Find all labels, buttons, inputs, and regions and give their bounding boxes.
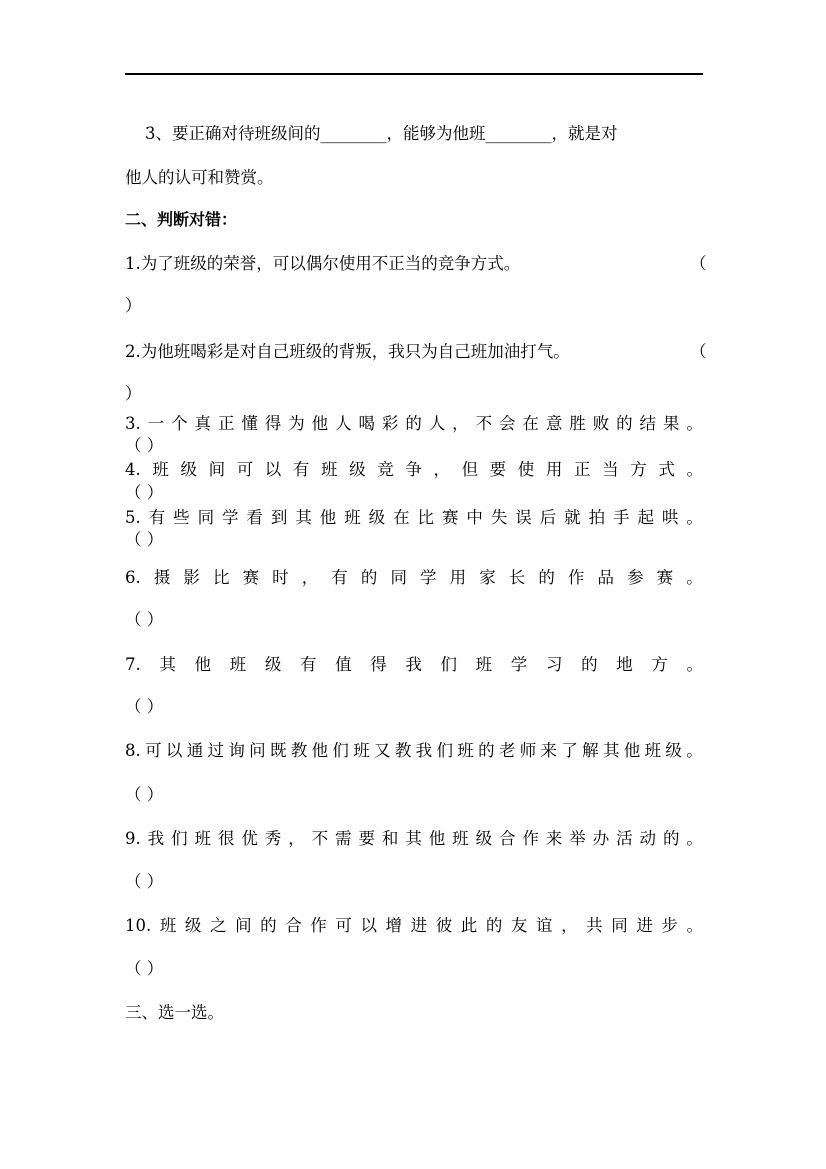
fill-blank-q3-line1: 3、要正确对待班级间的________，能够为他班________，就是对 bbox=[145, 124, 618, 143]
tf-item-10: 10. 班 级 之 间 的 合 作 可 以 增 进 彼 此 的 友 谊 ， 共 同 进 步 。 bbox=[125, 916, 703, 935]
fill-blank-q3-line2: 他人的认可和赞赏。 bbox=[125, 168, 274, 187]
header-rule bbox=[125, 73, 703, 75]
tf-item-7: 7. 其 他 班 级 有 值 得 我 们 班 学 习 的 地 方 。 bbox=[125, 655, 703, 674]
tf-item-9: 9. 我 们 班 很 优 秀 ， 不 需 要 和 其 他 班 级 合 作 来 举 办 活 动 的 。 bbox=[125, 829, 703, 848]
tf-item-1-paren-close: ） bbox=[125, 296, 142, 315]
tf-item-8-answer: （ ） bbox=[125, 785, 164, 804]
tf-item-10-answer: （ ） bbox=[125, 959, 164, 978]
tf-item-8: 8. 可 以 通 过 询 问 既 教 他 们 班 又 教 我 们 班 的 老 师 来 了 解 其 他 班 级 。 bbox=[125, 741, 703, 760]
section2-title: 二、判断对错： bbox=[125, 210, 238, 229]
tf-item-6-answer: （ ） bbox=[125, 610, 164, 629]
tf-item-1-paren-open: （ bbox=[690, 254, 707, 273]
tf-item-3-answer: （ ） bbox=[125, 436, 164, 455]
tf-item-2: 2.为他班喝彩是对自己班级的背叛，我只为自己班加油打气。 bbox=[125, 342, 570, 361]
tf-item-1: 1.为了班级的荣誉，可以偶尔使用不正当的竞争方式。 bbox=[125, 254, 521, 273]
section3-title: 三、选一选。 bbox=[125, 1003, 224, 1022]
tf-item-4: 4. 班 级 间 可 以 有 班 级 竞 争 ， 但 要 使 用 正 当 方 式 。 bbox=[125, 460, 703, 479]
tf-item-4-answer: （ ） bbox=[125, 483, 164, 502]
tf-item-3: 3. 一 个 真 正 懂 得 为 他 人 喝 彩 的 人 ， 不 会 在 意 胜 败 的 结 果 。 bbox=[125, 414, 703, 433]
tf-item-9-answer: （ ） bbox=[125, 872, 164, 891]
tf-item-6: 6. 摄 影 比 赛 时 ， 有 的 同 学 用 家 长 的 作 品 参 赛 。 bbox=[125, 568, 703, 587]
tf-item-2-paren-close: ） bbox=[125, 384, 142, 403]
tf-item-5-answer: （ ） bbox=[125, 530, 164, 549]
tf-item-5: 5. 有 些 同 学 看 到 其 他 班 级 在 比 赛 中 失 误 后 就 拍 手 起 哄 。 bbox=[125, 508, 703, 527]
tf-item-7-answer: （ ） bbox=[125, 697, 164, 716]
tf-item-2-paren-open: （ bbox=[690, 342, 707, 361]
